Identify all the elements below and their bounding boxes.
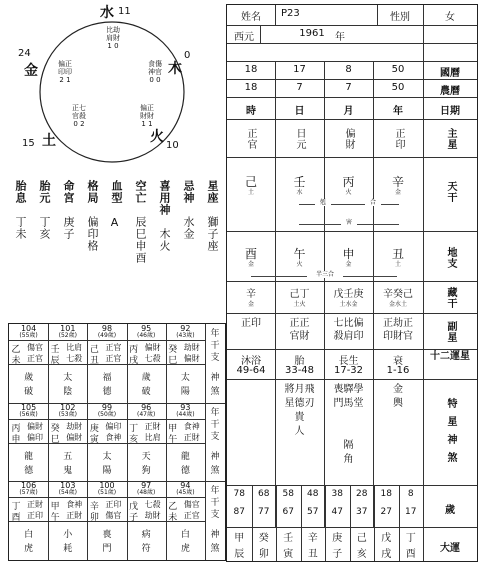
dayun-age-1-1: 77 (258, 507, 270, 517)
sub-star-year: 正劫正 印財官 (383, 318, 413, 342)
year-star-branch: 正印 (27, 511, 43, 521)
year-shensha-2: 狗 (141, 465, 151, 476)
year-star-branch: 正財 (66, 511, 83, 521)
year-number: 99 (101, 402, 113, 412)
stem-month-element: 火 (345, 189, 352, 196)
dayun-ganzhi-3-1: 丑 (307, 549, 318, 560)
col-hour: 時 (246, 106, 256, 117)
hidden-hour: 辛 (246, 289, 256, 300)
stem-year: 辛 (391, 175, 404, 189)
sub-star-month: 七比偏 殺肩印 (333, 318, 364, 342)
dayun-age-0-0: 78 (233, 489, 245, 499)
hidden-day-element: 土火 (293, 301, 306, 308)
year-star-stem: 傷官 (27, 343, 43, 352)
hidden-year-element: 金水土 (388, 301, 407, 308)
half-triple-label: 半三合 (307, 271, 343, 278)
dayun-age-3-0: 48 (307, 489, 319, 499)
year-stem: 丙 (129, 345, 139, 355)
dayun-age-4-0: 38 (331, 489, 343, 499)
year-branch: 寅 (89, 434, 99, 445)
year-star-branch: 正財 (183, 432, 200, 442)
dayun-age-5-1: 37 (356, 507, 368, 517)
year-star-stem: 正官 (105, 343, 122, 352)
year-age: (48歲) (137, 489, 156, 497)
solar-month: 8 (345, 64, 352, 75)
star-label-4: 血型 (110, 180, 123, 204)
wood-label: 木 (168, 61, 182, 77)
year-branch: 子 (129, 513, 139, 524)
year-number: 105 (20, 402, 37, 412)
branch-month: 申 (342, 247, 355, 261)
dayun-ganzhi-0-1: 辰 (234, 549, 245, 560)
fire-number: 10 (166, 140, 179, 151)
year-shensha-1: 福 (102, 373, 112, 383)
year-shensha-2: 德 (24, 465, 34, 476)
birth-year: 1961 (299, 28, 325, 39)
stage-hour-range: 49-64 (236, 365, 266, 376)
year-number: 92 (180, 324, 191, 333)
year-shensha-2: 陽 (180, 387, 190, 397)
year-shensha-2: 鬼 (63, 465, 73, 476)
water-label: 水 (100, 5, 114, 21)
shensha-side-label: 神 (210, 373, 220, 383)
year-age: (44歲) (176, 410, 195, 418)
year-star-branch: 比肩 (144, 432, 161, 442)
wheel-inner-wood: 食傷 神官 0 0 (148, 60, 162, 84)
star-value-3: 偏印格 (86, 216, 99, 252)
year-stem: 壬 (50, 345, 60, 355)
year-branch: 午 (50, 513, 60, 524)
year-star-branch: 七殺 (66, 354, 83, 363)
dayun-ganzhi-6-0: 戊 (381, 533, 392, 544)
year-stem: 丙 (11, 423, 21, 434)
year-age: (53歲) (58, 410, 77, 418)
star-label-1: 胎元 (38, 180, 51, 204)
stage-day-range: 33-48 (284, 365, 315, 376)
year-unit: 年 (335, 32, 345, 43)
year-stem: 戊 (129, 502, 139, 513)
year-side-label: 支 (210, 431, 220, 442)
stage-year: 衰 (393, 356, 403, 367)
star-value-4: A (108, 216, 121, 230)
year-number: 102 (60, 402, 76, 412)
year-side-label: 年 (210, 486, 220, 497)
year-branch: 未 (11, 356, 21, 366)
year-shensha-1: 小 (63, 530, 73, 541)
year-star-stem: 劫財 (183, 343, 200, 352)
year-shensha-2: 陽 (102, 465, 112, 476)
dayun-age-5-0: 28 (356, 489, 368, 499)
year-star-branch: 傷官 (105, 511, 122, 521)
year-star-stem: 正印 (105, 500, 122, 510)
year-stem: 甲 (168, 423, 178, 434)
year-age: (51歲) (97, 489, 117, 497)
main-star-year: 正印 (393, 128, 404, 150)
star-value-5: 辰巳申酉 (134, 216, 147, 264)
fire-label: 火 (150, 129, 164, 145)
star-value-8: 獅子座 (206, 216, 219, 252)
solar-day: 17 (293, 64, 306, 75)
dayun-age-6-0: 18 (380, 489, 392, 499)
dayun-ganzhi-1-0: 癸 (258, 533, 269, 544)
year-number: 103 (60, 481, 76, 491)
star-label-5: 空亡 (134, 180, 147, 204)
year-shensha-1: 龍 (180, 451, 190, 462)
main-star-day: 日元 (294, 128, 305, 150)
year-age: (46歲) (137, 332, 156, 339)
col-day: 日 (294, 106, 305, 117)
stem-month: 丙 (342, 175, 355, 189)
year-star-stem: 七殺 (144, 500, 161, 510)
branch-hour-element: 金 (247, 261, 254, 268)
stage-month-range: 17-32 (333, 365, 364, 376)
year-branch: 亥 (129, 434, 139, 445)
dayun-ganzhi-5-1: 亥 (356, 549, 367, 560)
year-stem: 甲 (50, 502, 60, 513)
stem-year-element: 金 (394, 189, 401, 196)
year-branch: 戌 (129, 356, 139, 366)
shensha-side-label: 神 (210, 451, 220, 462)
star-label-0: 胎息 (14, 180, 27, 204)
year-number: 93 (180, 402, 191, 412)
year-age: (45歲) (176, 489, 195, 497)
dayun-age-label: 歲 (445, 505, 455, 516)
year-shensha-2: 德 (102, 387, 112, 397)
earth-label: 土 (42, 133, 56, 149)
year-shensha-1: 太 (180, 373, 190, 383)
sub-star-label: 副星 (445, 321, 456, 343)
gender-value: 女 (445, 12, 455, 23)
year-star-branch: 偏印 (27, 432, 43, 442)
wheel-inner-water: 比劫 肩財 1 0 (106, 26, 120, 50)
year-number: 94 (180, 481, 191, 491)
year-side-label: 年 (210, 407, 220, 418)
year-stem: 癸 (50, 423, 60, 434)
year-age: (57歲) (19, 489, 38, 497)
year-star-stem: 正財 (27, 500, 43, 510)
stem-day-element: 水 (296, 189, 303, 196)
wheel-inner-fire: 偏正 財財 1 1 (140, 104, 154, 128)
year-branch: 辰 (50, 356, 60, 366)
col-year: 年 (393, 106, 403, 117)
year-shensha-2: 虎 (180, 544, 190, 555)
year-shensha-2: 德 (180, 465, 190, 476)
year-shensha-2: 耗 (63, 544, 73, 555)
stem-hour-element: 土 (247, 189, 254, 196)
year-shensha-1: 喪 (102, 530, 112, 541)
year-age: (49歲) (97, 332, 117, 339)
year-side-label: 干 (210, 419, 220, 430)
star-label-6: 喜用神 (158, 180, 171, 216)
year-stem: 癸 (168, 345, 178, 355)
dayun-ganzhi-0-0: 甲 (234, 533, 245, 544)
dayun-ganzhi-7-1: 酉 (405, 549, 416, 560)
branch-label: 地支 (445, 247, 456, 269)
year-star-stem: 食神 (66, 500, 83, 510)
shensha-side-label: 神 (210, 530, 220, 541)
year-age: (55歲) (19, 332, 38, 339)
year-age: (54歲) (58, 489, 77, 497)
year-shensha-1: 龍 (24, 451, 34, 462)
year-star-stem: 劫財 (66, 421, 83, 431)
dayun-age-3-1: 57 (307, 507, 319, 517)
dayun-ganzhi-6-1: 戌 (381, 549, 392, 560)
year-star-stem: 正財 (144, 421, 161, 431)
shensha-side-label: 煞 (210, 387, 220, 397)
hidden-hour-element: 金 (247, 301, 254, 308)
stage-hour: 沐浴 (241, 356, 261, 367)
year-number: 100 (99, 481, 115, 491)
year-star-branch: 七殺 (144, 354, 161, 363)
year-star-branch: 正官 (105, 354, 122, 363)
year-branch: 酉 (11, 513, 21, 524)
year-shensha-1: 太 (102, 451, 112, 462)
year-shensha-1: 太 (63, 373, 73, 383)
year-shensha-1: 五 (63, 451, 73, 462)
lunar-hour: 18 (244, 82, 258, 93)
gender-label: 性別 (390, 12, 410, 23)
year-age: (43歲) (176, 332, 195, 339)
branch-year: 丑 (391, 247, 404, 261)
year-stem: 丁 (129, 423, 139, 434)
year-branch: 未 (168, 513, 178, 524)
harm-label: 害 (341, 219, 357, 226)
shensha-month: 喪驛學 門馬堂 隔 角 (333, 384, 364, 465)
metal-number: 24 (18, 48, 31, 59)
dayun-age-7-1: 17 (405, 507, 417, 517)
year-shensha-2: 虎 (24, 544, 34, 555)
year-number: 96 (141, 402, 152, 412)
branch-day-element: 火 (296, 261, 303, 268)
branch-hour: 酉 (244, 247, 257, 261)
hidden-label: 藏干 (445, 287, 456, 309)
dayun-age-7-0: 8 (407, 489, 414, 499)
wheel-inner-metal: 偏正 印印 2 1 (58, 60, 72, 84)
year-number: 104 (20, 324, 37, 333)
era-label: 西元 (234, 32, 254, 43)
year-star-stem: 偏印 (105, 421, 122, 431)
name-label: 姓名 (241, 12, 261, 23)
shensha-side-label: 煞 (210, 465, 220, 476)
year-star-branch: 偏財 (183, 354, 200, 363)
year-stem: 丁 (11, 502, 21, 513)
year-number: 98 (101, 324, 113, 333)
year-star-stem: 偏財 (27, 421, 43, 431)
year-side-label: 支 (210, 353, 220, 363)
year-stem: 己 (89, 345, 99, 355)
year-shensha-1: 白 (24, 530, 34, 541)
stem-hour: 己 (244, 175, 257, 189)
year-branch: 申 (11, 434, 21, 445)
metal-label: 金 (24, 63, 38, 79)
dayun-ganzhi-2-0: 壬 (283, 533, 294, 544)
branch-month-element: 金 (345, 261, 352, 268)
main-star-label: 主星 (445, 128, 456, 150)
branch-day: 午 (293, 247, 306, 261)
year-number: 95 (141, 324, 152, 333)
year-shensha-1: 歲 (141, 373, 151, 383)
star-value-0: 丁未 (14, 216, 27, 240)
year-branch: 卯 (89, 513, 99, 524)
dayun-ganzhi-4-0: 庚 (332, 533, 343, 544)
star-value-2: 庚子 (62, 216, 75, 240)
shensha-year: 金 輿 (393, 384, 403, 409)
year-stem: 辛 (89, 502, 99, 513)
year-star-stem: 比肩 (66, 343, 83, 352)
solar-label: 國曆 (440, 68, 460, 79)
year-star-stem: 傷官 (183, 500, 200, 510)
dayun-age-4-1: 47 (331, 507, 343, 517)
sub-star-day: 正正 官財 (289, 318, 310, 342)
dayun-ganzhi-1-1: 卯 (258, 549, 269, 560)
star-label-8: 星座 (206, 180, 219, 204)
star-value-1: 丁亥 (38, 216, 51, 240)
star-label-3: 格局 (86, 180, 99, 204)
star-value-6: 木火 (158, 228, 171, 252)
shensha-side-label: 煞 (210, 544, 220, 555)
year-star-branch: 劫財 (144, 511, 161, 521)
dayun-age-0-1: 87 (233, 507, 245, 517)
shensha-day: 將月飛 星德刃 貴 人 (284, 384, 315, 437)
year-shensha-1: 白 (180, 530, 190, 541)
star-info-list (8, 180, 224, 280)
year-branch: 巳 (50, 434, 60, 445)
year-star-branch: 偏財 (66, 432, 83, 442)
star-label-7: 忌神 (182, 180, 195, 204)
stem-day: 壬 (293, 175, 306, 189)
lunar-day: 7 (296, 82, 303, 93)
main-star-month: 偏財 (343, 128, 354, 150)
year-side-label: 年 (210, 329, 220, 339)
year-shensha-1: 歲 (24, 373, 34, 383)
dayun-age-2-1: 67 (282, 507, 294, 517)
year-shensha-1: 病 (141, 530, 151, 541)
solar-hour: 18 (244, 64, 258, 75)
year-star-branch: 食神 (105, 432, 122, 442)
year-age: (47歲) (137, 410, 156, 418)
stage-day: 胎 (294, 356, 305, 367)
dayun-age-6-1: 27 (380, 507, 392, 517)
year-branch: 丑 (89, 356, 99, 366)
dayun-ganzhi-3-0: 辛 (307, 533, 318, 544)
bazi-chart (226, 4, 478, 562)
year-age: (52歲) (58, 332, 77, 339)
name-value: P23 (281, 8, 300, 19)
year-stem: 乙 (11, 345, 21, 355)
hidden-day: 己丁 (289, 289, 310, 300)
stem-label: 天干 (445, 181, 456, 203)
branch-year-element: 土 (394, 261, 401, 268)
year-age: (56歲) (19, 410, 38, 418)
year-branch: 巳 (168, 356, 178, 366)
stage-year-range: 1-16 (386, 365, 410, 376)
year-shensha-2: 符 (141, 544, 151, 555)
year-star-branch: 正官 (27, 354, 43, 363)
flow-year-grid (8, 323, 226, 561)
wood-number: 0 (184, 50, 191, 61)
stage-month: 長生 (338, 356, 359, 367)
hidden-month-element: 土水金 (339, 301, 358, 308)
year-star-stem: 偏財 (144, 343, 161, 352)
year-side-label: 干 (210, 498, 220, 509)
sub-star-hour: 正印 (241, 318, 261, 329)
clash-label: 剋 (315, 199, 331, 206)
year-number: 106 (20, 481, 37, 491)
shensha-label: 特星神煞 (445, 398, 456, 470)
year-stem: 庚 (89, 423, 99, 434)
dayun-ganzhi-5-0: 己 (356, 533, 367, 544)
year-age: (50歲) (97, 410, 117, 418)
year-shensha-2: 陰 (63, 387, 73, 397)
dayun-ganzhi-4-1: 子 (332, 549, 343, 560)
star-label-2: 命宮 (62, 180, 75, 204)
year-number: 101 (60, 324, 76, 333)
dayun-ganzhi-7-0: 丁 (405, 533, 416, 544)
star-value-7: 水金 (182, 216, 195, 240)
wheel-inner-earth: 正七 官殺 0 2 (72, 104, 86, 128)
stage-label: 十二運星 (430, 351, 470, 362)
year-shensha-1: 天 (141, 451, 151, 462)
solar-year: 50 (391, 64, 405, 75)
hidden-year: 辛癸己 (383, 289, 413, 300)
col-month: 月 (343, 106, 354, 117)
year-number: 97 (141, 481, 152, 491)
year-shensha-2: 門 (102, 544, 112, 555)
year-side-label: 干 (210, 341, 220, 351)
year-star-stem: 食神 (183, 421, 200, 431)
dayun-ganzhi-2-1: 寅 (283, 549, 294, 560)
lunar-label: 農曆 (440, 86, 460, 97)
year-shensha-2: 破 (141, 387, 151, 397)
water-number: 11 (118, 6, 131, 17)
year-branch: 午 (168, 434, 178, 445)
lunar-year: 50 (391, 82, 405, 93)
year-stem: 乙 (168, 502, 178, 513)
earth-number: 15 (22, 138, 35, 149)
main-star-hour: 正官 (245, 128, 256, 150)
dayun-age-1-0: 68 (258, 489, 270, 499)
date-label: 日期 (440, 106, 460, 117)
dayun-label: 大運 (440, 543, 460, 554)
dayun-age-2-0: 58 (282, 489, 294, 499)
hidden-month: 戊壬庚 (333, 289, 364, 300)
lunar-month: 7 (345, 82, 352, 93)
year-star-branch: 正官 (183, 511, 200, 521)
combine-label: 合 (365, 199, 381, 206)
year-side-label: 支 (210, 510, 220, 521)
year-shensha-2: 破 (24, 387, 34, 397)
